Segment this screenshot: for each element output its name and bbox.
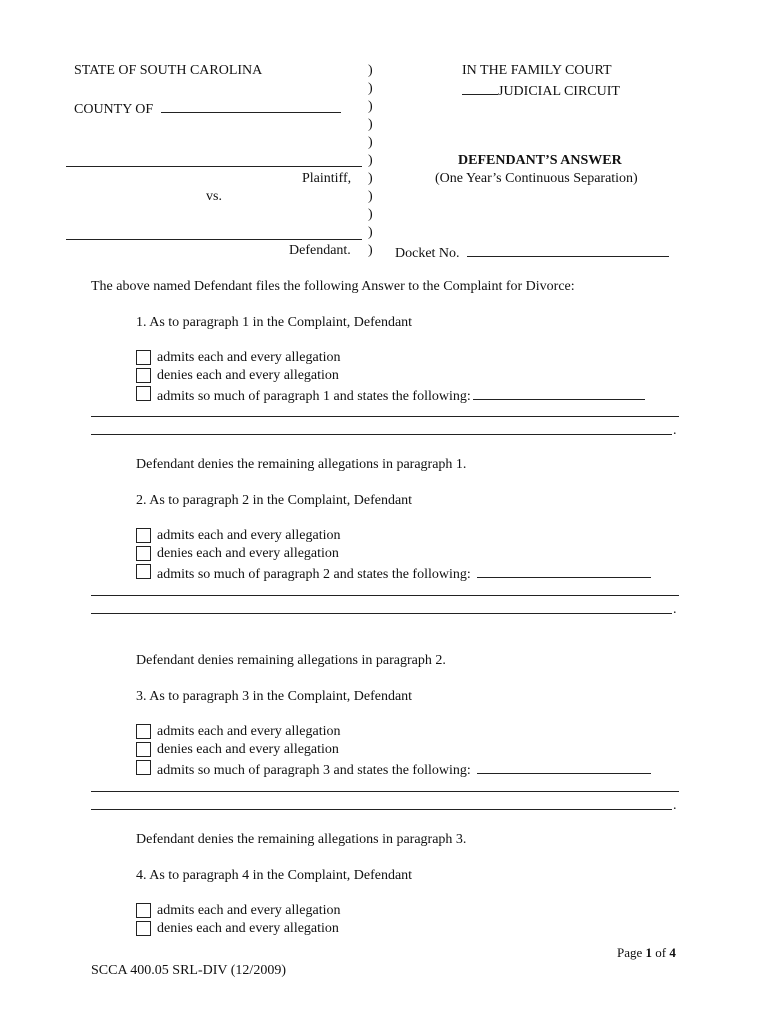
option-label: denies each and every allegation bbox=[157, 546, 339, 561]
admit-all-checkbox[interactable] bbox=[136, 903, 151, 918]
docket-label: Docket No. bbox=[395, 242, 669, 263]
option-label: admits each and every allegation bbox=[157, 724, 341, 739]
statement-field[interactable] bbox=[473, 385, 645, 400]
caption-paren: ) bbox=[368, 171, 373, 186]
plaintiff-label: Plaintiff, bbox=[302, 171, 352, 186]
caption-paren: ) bbox=[368, 153, 373, 168]
document-title: DEFENDANT’S ANSWER bbox=[458, 153, 622, 168]
form-id: SCCA 400.05 SRL-DIV (12/2009) bbox=[91, 963, 286, 978]
caption-paren: ) bbox=[368, 99, 373, 114]
deny-all-checkbox[interactable] bbox=[136, 921, 151, 936]
intro-text: The above named Defendant files the following Answer to the Complaint for Divorce: bbox=[91, 279, 575, 294]
option-label: admits so much of paragraph 1 and states the following: bbox=[157, 385, 645, 406]
deny-all-checkbox[interactable] bbox=[136, 742, 151, 757]
county-label: COUNTY OF bbox=[74, 98, 341, 119]
remaining-denial-text: Defendant denies the remaining allegations in paragraph 1. bbox=[136, 457, 467, 472]
statement-line[interactable] bbox=[91, 809, 672, 810]
caption-paren: ) bbox=[368, 117, 373, 132]
county-field[interactable] bbox=[161, 98, 341, 113]
remaining-denial-text: Defendant denies the remaining allegations in paragraph 3. bbox=[136, 832, 467, 847]
paragraph-heading: 1. As to paragraph 1 in the Complaint, Defendant bbox=[136, 315, 413, 330]
defendant-name-line[interactable] bbox=[66, 239, 362, 240]
option-label: admits each and every allegation bbox=[157, 903, 341, 918]
statement-line[interactable] bbox=[91, 595, 679, 596]
state-label: STATE OF SOUTH CAROLINA bbox=[74, 63, 263, 78]
statement-line[interactable] bbox=[91, 434, 672, 435]
statement-line[interactable] bbox=[91, 613, 672, 614]
admit-partial-checkbox[interactable] bbox=[136, 564, 151, 579]
docket-number-field[interactable] bbox=[467, 242, 669, 257]
caption-paren: ) bbox=[368, 135, 373, 150]
option-label: denies each and every allegation bbox=[157, 921, 339, 936]
deny-all-checkbox[interactable] bbox=[136, 368, 151, 383]
caption-paren: ) bbox=[368, 243, 373, 258]
plaintiff-name-line[interactable] bbox=[66, 166, 362, 167]
page-number: Page 1 of 4 bbox=[617, 945, 676, 960]
paragraph-heading: 2. As to paragraph 2 in the Complaint, Defendant bbox=[136, 493, 413, 508]
statement-line[interactable] bbox=[91, 791, 679, 792]
line-period: . bbox=[673, 798, 677, 813]
admit-partial-checkbox[interactable] bbox=[136, 386, 151, 401]
remaining-denial-text: Defendant denies remaining allegations in paragraph 2. bbox=[136, 653, 446, 668]
admit-partial-checkbox[interactable] bbox=[136, 760, 151, 775]
admit-all-checkbox[interactable] bbox=[136, 724, 151, 739]
caption-paren: ) bbox=[368, 207, 373, 222]
paragraph-heading: 3. As to paragraph 3 in the Complaint, Defendant bbox=[136, 689, 413, 704]
caption-paren: ) bbox=[368, 63, 373, 78]
defendant-label: Defendant. bbox=[289, 243, 351, 258]
option-label: denies each and every allegation bbox=[157, 742, 339, 757]
admit-all-checkbox[interactable] bbox=[136, 528, 151, 543]
caption-paren: ) bbox=[368, 189, 373, 204]
statement-line[interactable] bbox=[91, 416, 679, 417]
versus-label: vs. bbox=[206, 189, 222, 204]
deny-all-checkbox[interactable] bbox=[136, 546, 151, 561]
caption-paren: ) bbox=[368, 81, 373, 96]
caption-paren: ) bbox=[368, 225, 373, 240]
option-label: admits each and every allegation bbox=[157, 528, 341, 543]
statement-field[interactable] bbox=[477, 563, 651, 578]
paragraph-heading: 4. As to paragraph 4 in the Complaint, Defendant bbox=[136, 868, 413, 883]
court-name: IN THE FAMILY COURT bbox=[462, 63, 612, 78]
line-period: . bbox=[673, 423, 677, 438]
option-label: denies each and every allegation bbox=[157, 368, 339, 383]
document-subtitle: (One Year’s Continuous Separation) bbox=[435, 171, 638, 186]
option-label: admits so much of paragraph 3 and states the following: bbox=[157, 759, 651, 780]
circuit-label: JUDICIAL CIRCUIT bbox=[462, 80, 620, 101]
circuit-number-field[interactable] bbox=[462, 80, 498, 95]
line-period: . bbox=[673, 602, 677, 617]
statement-field[interactable] bbox=[477, 759, 651, 774]
option-label: admits so much of paragraph 2 and states the following: bbox=[157, 563, 651, 584]
option-label: admits each and every allegation bbox=[157, 350, 341, 365]
admit-all-checkbox[interactable] bbox=[136, 350, 151, 365]
